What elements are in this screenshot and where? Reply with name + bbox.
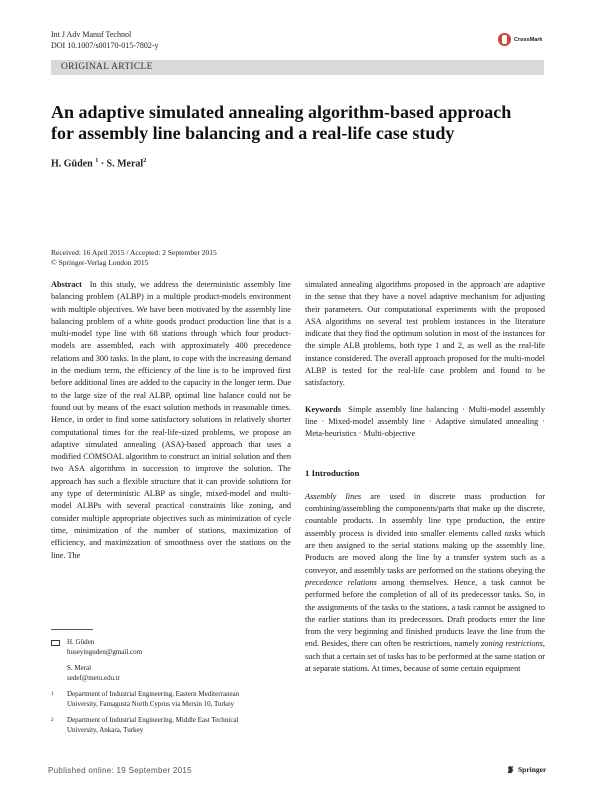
author-1-affiliation: 1 <box>95 158 99 164</box>
crossmark-icon <box>498 33 511 46</box>
affiliation-1-line-1: Department of Industrial Engineering, Eastern Mediterranean <box>67 690 240 698</box>
introduction-heading: 1 Introduction <box>305 467 360 478</box>
affiliation-2-number: 2 <box>51 717 54 723</box>
article-type: ORIGINAL ARTICLE <box>61 62 153 72</box>
footnote-rule <box>51 629 93 630</box>
second-author-email[interactable]: sedef@metu.edu.tr <box>67 674 121 682</box>
intro-text-1: are used in discrete mass production for combining/assembling the components/parts that make up the discrete, countable products. In assembly line type production, the entire assembly process is divided into smaller elements called <box>305 491 545 538</box>
publisher-name: Springer <box>518 765 547 774</box>
corresponding-author-name: H. Güden <box>67 638 95 646</box>
keywords-text: Simple assembly line balancing · Multi-model assembly line · Mixed-model assembly line · Adaptive simulated annealing · Meta-heuristics · Multi-objective <box>305 404 545 439</box>
abstract-paragraph <box>51 279 291 562</box>
received-accepted: Received: 16 April 2015 / Accepted: 2 September 2015 <box>51 248 217 257</box>
springer-horse-icon <box>506 765 515 774</box>
intro-text-2: which are then assigned to the serial stations making up the assembly line. Products are moved along the line by a transfer system such as a conveyor, and assembly tasks are performed on the stations obeying the <box>305 528 545 575</box>
crossmark-label: CrossMark <box>514 36 543 43</box>
title-line-1: An adaptive simulated annealing algorithm-based approach <box>51 102 512 122</box>
term-assembly-lines: Assembly lines <box>305 491 362 501</box>
term-zoning-restrictions: zoning restrictions <box>481 639 543 649</box>
author-2-affiliation: 2 <box>143 158 147 164</box>
affiliation-2-line-2: University, Ankara, Turkey <box>67 726 144 734</box>
term-tasks: tasks <box>504 528 522 538</box>
journal-name: Int J Adv Manuf Technol <box>51 30 132 39</box>
abstract-continued: simulated annealing algorithms proposed in the approach are adaptive in the sense that they have a novel adaptive mechanism for adjusting their parameters. Our computational experiments with the proposed ASA algorithms on several test problem instances in the literature indicate that they find the optimum solution in most of the instances for the simple ALB problems, both type 1 and 2, as well as the real-life instance considered. The overall approach proposed for the multi-model ALBP is tested for the real-life case problem and found to be satisfactory. <box>305 280 545 388</box>
author-1[interactable]: H. Güden <box>51 158 93 170</box>
right-column <box>305 279 545 675</box>
article-type-band <box>51 60 544 75</box>
second-author-name: S. Meral <box>67 664 92 672</box>
envelope-icon <box>51 640 60 646</box>
doi[interactable]: DOI 10.1007/s00170-015-7802-y <box>51 41 159 50</box>
keywords-paragraph <box>305 404 545 441</box>
intro-text-4: , such that a certain set of tasks has to be performed at the same station or at separate stations. At times, because of some certain equipment <box>305 639 545 674</box>
author-separator: · <box>98 158 107 170</box>
title-line-2: for assembly line balancing and a real-life case study <box>51 123 455 143</box>
introduction-paragraph <box>305 491 545 675</box>
term-precedence-relations: precedence relations <box>305 577 377 587</box>
publisher-logo <box>506 765 546 774</box>
affiliation-1-number: 1 <box>51 691 54 697</box>
article-dates <box>51 248 217 268</box>
author-list <box>51 158 146 169</box>
intro-text-3: among themselves. Hence, a task cannot be performed before the completion of all of its predecessor tasks. So, in the assignments of the tasks to the stations, a task cannot be assigned to the earlier stations than its predecessors. Draft products enter the line from the very beginning and finished products leave the line from the end. Besides, there can often be restrictions, namely <box>305 577 545 649</box>
abstract-column <box>51 279 291 562</box>
keywords-label: Keywords <box>305 404 341 414</box>
article-title <box>51 102 521 144</box>
author-2[interactable]: S. Meral <box>106 158 144 170</box>
affiliation-1-line-2: University, Famagusta North Cyprus via Mersin 10, Turkey <box>67 700 234 708</box>
corresponding-author-email[interactable]: huseyinguden@gmail.com <box>67 648 143 656</box>
abstract-label: Abstract <box>51 280 82 289</box>
crossmark-badge[interactable] <box>498 33 542 46</box>
affiliation-2-line-1: Department of Industrial Engineering, Middle East Technical <box>67 716 239 724</box>
copyright: © Springer-Verlag London 2015 <box>51 258 149 267</box>
abstract-text-1: In this study, we address the deterministic assembly line balancing problem (ALBP) in a multiple product-models environment with multiple objectives. We have been motivated by the assembly line balancing problem of a white goods product production line that is a multi-model type line with 68 stations through which four product-models are assembled, each with approximately 400 precedence relations and 300 tasks. In the plant, to cope with the increasing demand in the medium term, the efficiency of the line is to be improved first before additional lines are added to the capacity in the longer term. Due to the large size of the real ALBP, optimal line balance could not be found out by means of the exact solution methods in reasonable times. Hence, in order to find some satisfactory solutions in relatively shorter computational times for the real-life-sized problems, we propose an adaptive simulated annealing (ASA)-based approach that uses a modified COMSOAL algorithm to construct an initial solution and then two ASA algorithms in succession to improve the solution. The approach has such a flexible structure that it can provide solutions for any type of deterministic ALBP as single, mixed-model and multi-model ALBPs with several practical constraints like zoning, and consider multiple appropriate objectives such as minimization of cycle time, minimization of the number of stations, maximization of efficiency, and maximization of smoothness over the stations on the line. The <box>51 280 291 560</box>
published-online: Published online: 19 September 2015 <box>48 766 192 775</box>
